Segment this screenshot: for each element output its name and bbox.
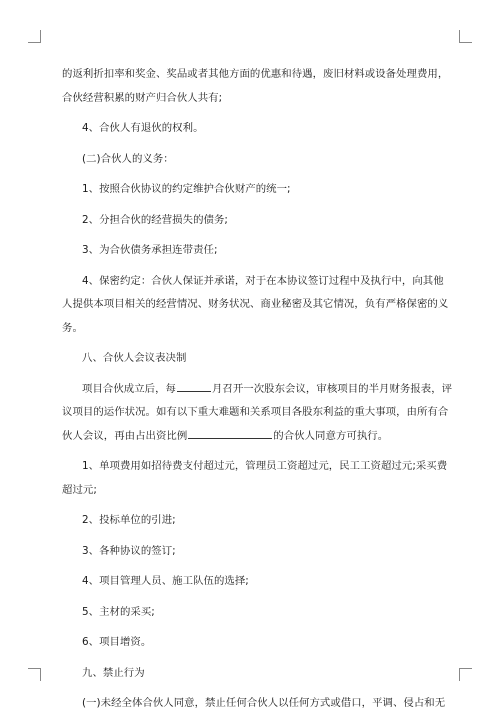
crop-mark-top-left <box>28 30 41 43</box>
paragraph-text: 项目合伙成立后，每 <box>82 382 176 395</box>
crop-mark-bottom-right <box>459 668 472 681</box>
list-item: 2、分担合伙的经营损失的债务; <box>82 213 228 226</box>
list-item: 5、主材的采买; <box>82 605 155 618</box>
list-item: 3、各种协议的签订; <box>82 544 176 557</box>
list-item: 4、保密约定：合伙人保证并承诺，对于在本协议签订过程中及执行中，向其他 <box>82 274 444 287</box>
list-item: 6、项目增资。 <box>82 636 152 648</box>
paragraph-line: 人提供本项目相关的经营情况、财务状况、商业秘密及其它情况，负有严格保密的义 <box>62 298 449 310</box>
fill-in-blank <box>177 379 211 392</box>
paragraph-line: 超过元; <box>62 483 97 496</box>
list-item: 4、项目管理人员、施工队伍的选择; <box>82 575 249 587</box>
paragraph-text: 伙人会议，再由占出资比例 <box>62 429 188 442</box>
list-item: 1、按照合伙协议的约定维护合伙财产的统一; <box>82 183 291 195</box>
paragraph-line: 的返利折扣率和奖金、奖品或者其他方面的优惠和待遇，废旧材料或设备处理费用， <box>62 68 449 80</box>
paragraph-text: 月召开一次股东会议，审核项目的半月财务报表，评 <box>211 382 453 395</box>
fill-in-blank <box>188 426 272 439</box>
section-heading: 九、禁止行为 <box>82 666 145 679</box>
list-item: 2、投标单位的引进; <box>82 514 176 526</box>
crop-mark-top-right <box>459 30 472 43</box>
crop-mark-bottom-left <box>28 668 41 681</box>
paragraph-line <box>62 425 388 449</box>
list-item: 1、单项费用如招待费支付超过元，管理员工资超过元，民工工资超过元;采买费 <box>82 460 448 472</box>
section-heading: 八、合伙人会议表决制 <box>82 352 187 364</box>
paragraph-line: 合伙经营积累的财产归合伙人共有; <box>62 91 223 104</box>
section-heading: (二)合伙人的义务： <box>82 152 174 165</box>
list-item: 3、为合伙债务承担连带责任; <box>82 244 218 256</box>
paragraph-line: 务。 <box>62 321 83 334</box>
paragraph-line: 议项目的运作状况。如有以下重大难题和关系项目各股东利益的重大事项，由所有合 <box>62 406 449 418</box>
paragraph-line <box>82 378 452 402</box>
paragraph-line: 4、合伙人有退伙的权利。 <box>82 122 204 134</box>
paragraph-line: (一)未经全体合伙人同意，禁止任何合伙人以任何方式或借口，平调、侵占和无 <box>82 697 446 709</box>
paragraph-text: 的合伙人同意方可执行。 <box>273 429 389 442</box>
